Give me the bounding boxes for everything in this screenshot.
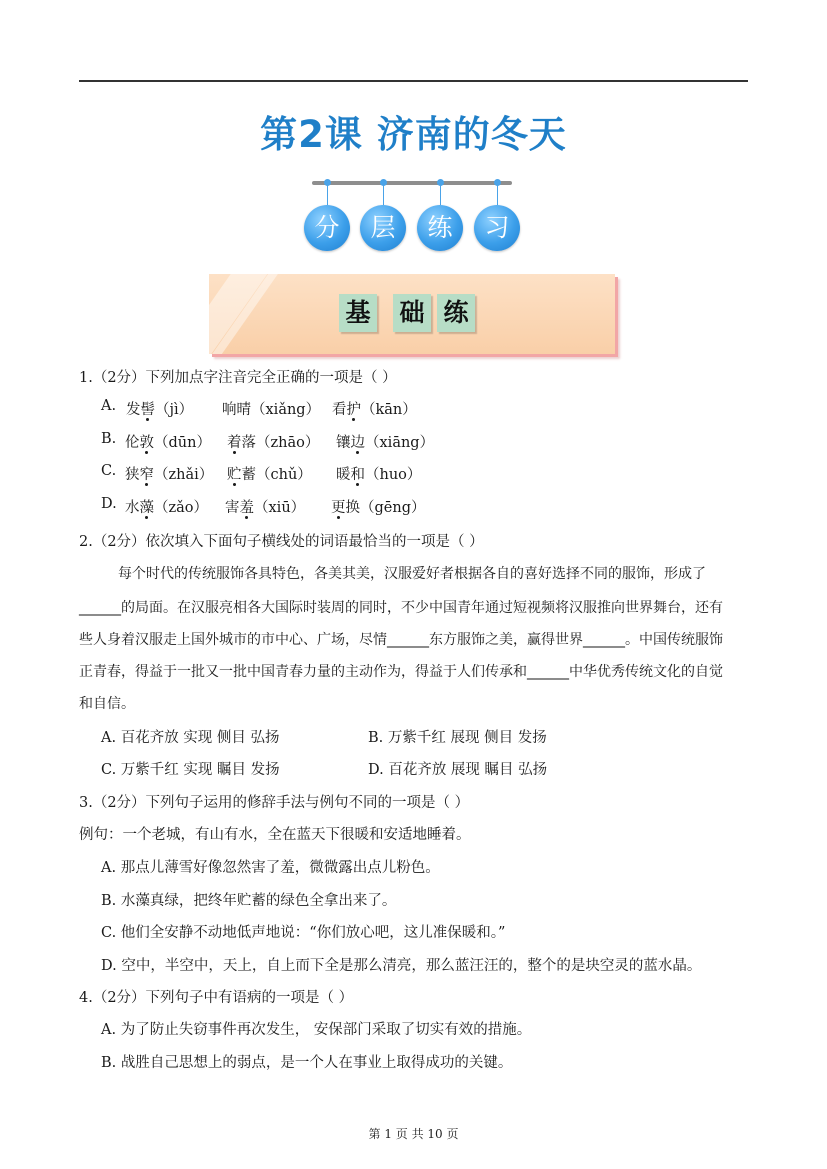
page-footer: 第 1 页 共 10 页 bbox=[368, 1127, 459, 1141]
q4-stem: 4.（2分）下列句子中有语病的一项是（ ） bbox=[79, 990, 354, 1006]
q2-option-c: C. 万紫千红 实现 瞩目 发扬 bbox=[101, 762, 280, 778]
q3-option-d: D. 空中，半空中，天上，自上而下全是那么清亮，那么蓝汪汪的，整个的是块空灵的蓝水晶。 bbox=[101, 958, 702, 974]
top-rule bbox=[79, 80, 748, 82]
q2-passage-line-4: 正青春，得益于一批又一批中国青春力量的主动作为，得益于人们传承和______中华优秀传统文化的自觉 bbox=[79, 664, 723, 680]
q2-option-b: B. 万紫千红 展现 侧目 发扬 bbox=[368, 730, 547, 746]
q3-option-b: B. 水藻真绿，把终年贮蓄的绿色全拿出来了。 bbox=[101, 893, 397, 909]
banner-char-3: 练 bbox=[437, 294, 475, 332]
q3-stem: 3.（2分）下列句子运用的修辞手法与例句不同的一项是（ ） bbox=[79, 795, 470, 811]
q2-option-a: A. 百花齐放 实现 侧目 弘扬 bbox=[101, 730, 280, 746]
bubble-2: 层 bbox=[360, 205, 406, 251]
q1-option-b: B. 伦敦（dūn） 着落（zhāo） 镶边（xiāng） bbox=[101, 431, 435, 451]
q2-passage-line-5: 和自信。 bbox=[79, 696, 135, 712]
q2-stem: 2.（2分）依次填入下面句子横线处的词语最恰当的一项是（ ） bbox=[79, 534, 484, 550]
page-title: 第2课 济南的冬天 bbox=[260, 113, 567, 156]
q2-passage-line-3: 些人身着汉服走上国外城市的市中心、广场，尽情______东方服饰之美，赢得世界______。中国传统服饰 bbox=[79, 632, 723, 648]
q1-option-d: D. 水藻（zǎo） 害羞（xiū） 更换（gēng） bbox=[101, 496, 426, 516]
q3-example: 例句：一个老城，有山有水，全在蓝天下很暖和安适地睡着。 bbox=[79, 827, 471, 843]
banner-char-1: 基 bbox=[339, 294, 377, 332]
q2-option-d: D. 百花齐放 展现 瞩目 弘扬 bbox=[368, 762, 548, 778]
q2-passage-line-1: 每个时代的传统服饰各具特色，各美其美，汉服爱好者根据各自的喜好选择不同的服饰，形成了 bbox=[118, 566, 706, 582]
q3-option-a: A. 那点儿薄雪好像忽然害了羞，微微露出点儿粉色。 bbox=[101, 860, 440, 876]
bubble-3: 练 bbox=[417, 205, 463, 251]
bubble-1: 分 bbox=[304, 205, 350, 251]
q1-option-c: C. 狭窄（zhǎi） 贮蓄（chǔ） 暖和（huo） bbox=[101, 463, 422, 483]
section-banner bbox=[209, 274, 615, 354]
banner-char-2: 础 bbox=[393, 294, 431, 332]
q4-option-b: B. 战胜自己思想上的弱点，是一个人在事业上取得成功的关键。 bbox=[101, 1055, 513, 1071]
q1-option-a: A. 发髻（jì） 响晴（xiǎng） 看护（kān） bbox=[101, 398, 417, 418]
q4-option-a: A. 为了防止失窃事件再次发生， 安保部门采取了切实有效的措施。 bbox=[101, 1022, 532, 1038]
q2-passage-line-2: ______的局面。在汉服亮相各大国际时装周的同时，不少中国青年通过短视频将汉服推向世界舞台，还有 bbox=[79, 600, 723, 616]
q3-option-c: C. 他们全安静不动地低声地说：“你们放心吧，这儿准保暖和。” bbox=[101, 925, 506, 941]
q1-stem: 1.（2分）下列加点字注音完全正确的一项是（ ） bbox=[79, 370, 397, 386]
bubble-4: 习 bbox=[474, 205, 520, 251]
